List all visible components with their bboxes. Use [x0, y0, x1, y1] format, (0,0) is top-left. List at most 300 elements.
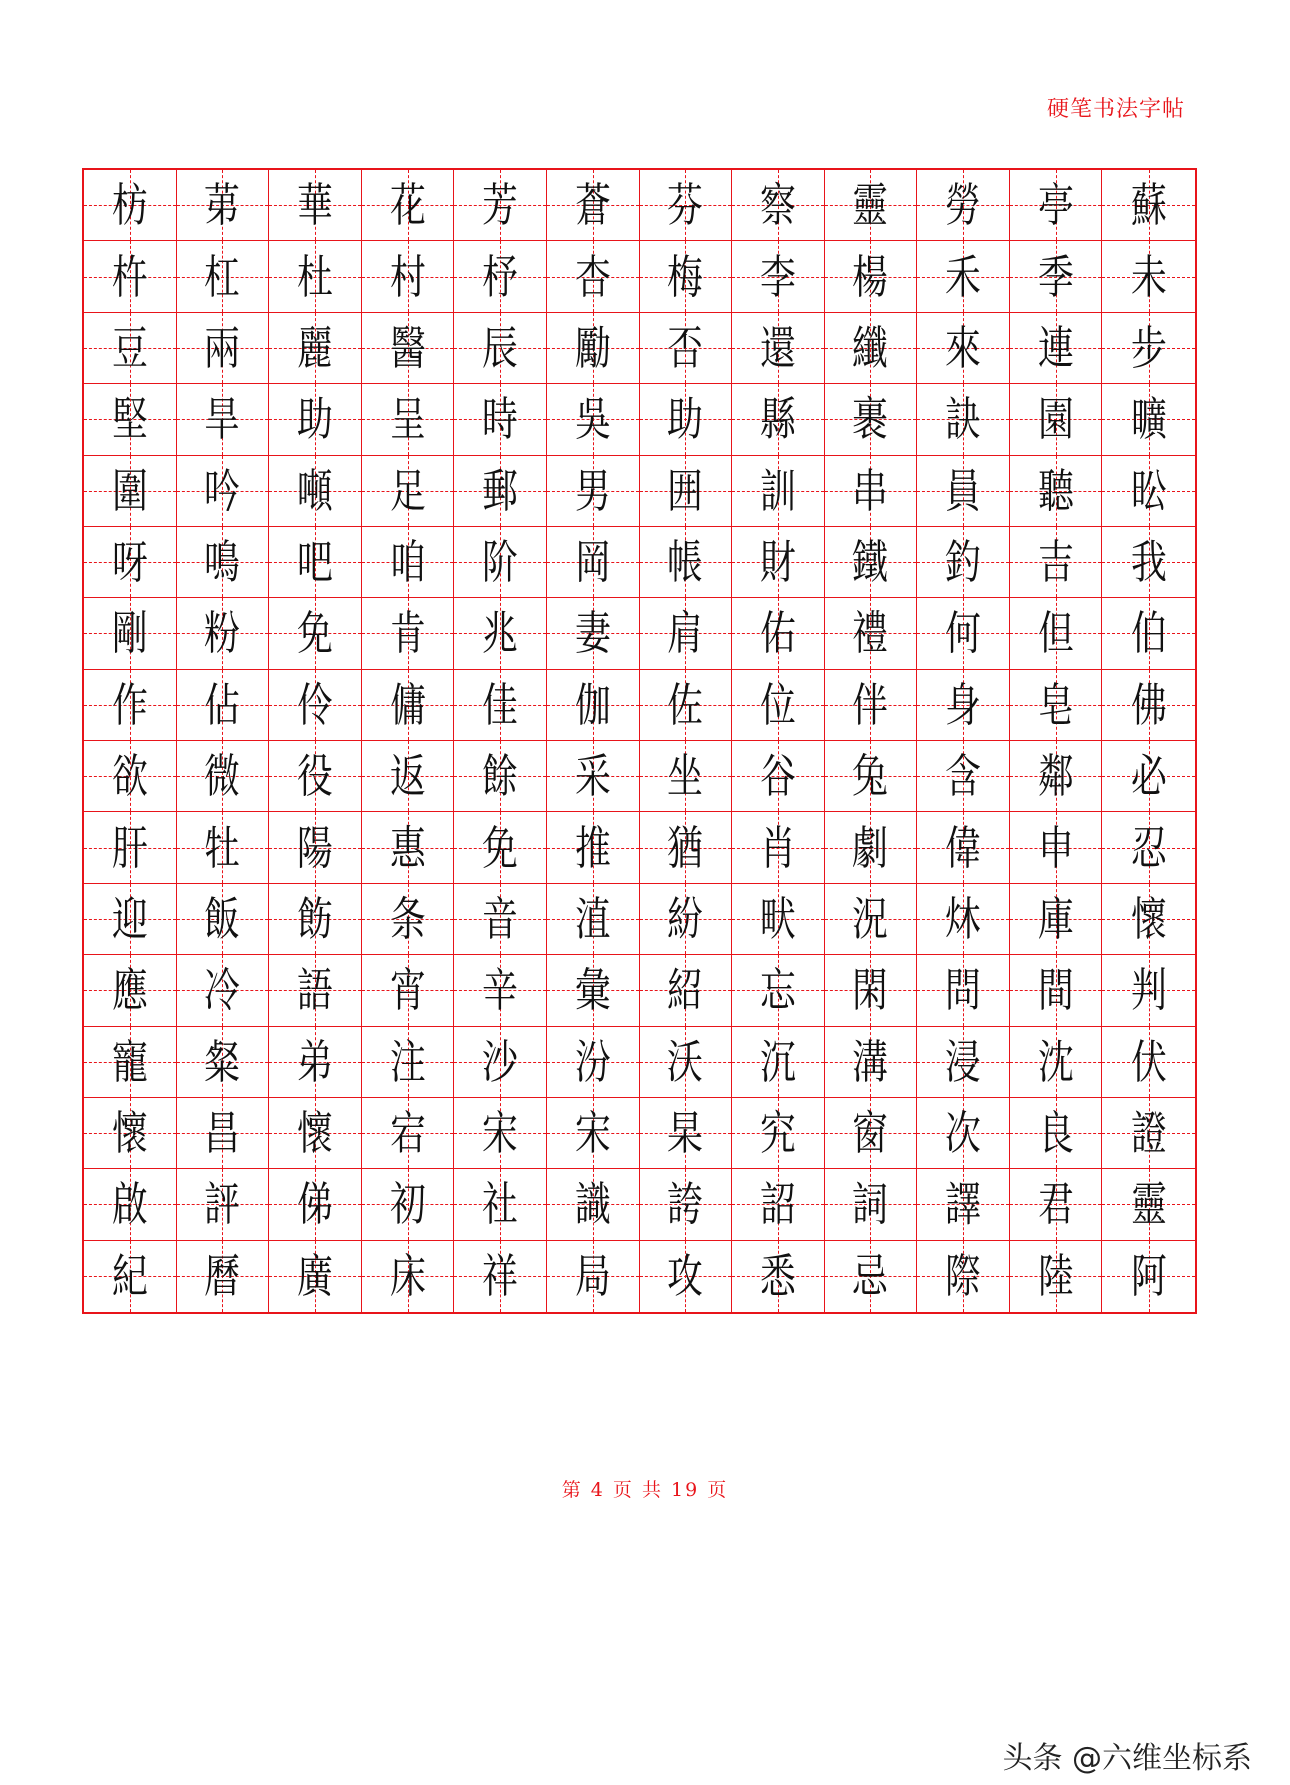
grid-cell [454, 741, 547, 812]
grid-cell [917, 384, 1010, 455]
grid-cell [547, 527, 640, 598]
seal-character: 阶 [482, 535, 519, 590]
grid-cell [547, 456, 640, 527]
seal-character: 次 [945, 1106, 981, 1161]
grid-cell [732, 1098, 825, 1169]
seal-character: 訓 [759, 463, 796, 518]
seal-character: 猶 [667, 820, 704, 875]
grid-cell [732, 170, 825, 241]
seal-character: 閑 [852, 963, 889, 1018]
seal-character: 時 [482, 392, 519, 447]
seal-character: 作 [111, 677, 148, 732]
seal-character: 鳴 [204, 535, 241, 590]
grid-cell [454, 241, 547, 312]
seal-character: 聽 [1037, 463, 1074, 518]
grid-cell [917, 313, 1010, 384]
grid-cell [547, 1027, 640, 1098]
seal-character: 冷 [204, 963, 241, 1018]
seal-character: 欲 [111, 749, 148, 804]
seal-character: 肖 [759, 820, 796, 875]
seal-character: 庫 [1037, 891, 1074, 946]
seal-character: 連 [1037, 320, 1074, 375]
seal-character: 芬 [667, 178, 704, 233]
seal-character: 社 [482, 1177, 519, 1232]
grid-cell [362, 1169, 455, 1240]
grid-cell [547, 670, 640, 741]
grid-cell [177, 598, 270, 669]
grid-cell [917, 884, 1010, 955]
seal-character: 迎 [111, 891, 148, 946]
grid-cell [177, 884, 270, 955]
seal-character: 佐 [667, 677, 704, 732]
seal-character: 際 [945, 1249, 981, 1304]
seal-character: 華 [297, 178, 333, 233]
grid-cell [177, 1098, 270, 1169]
grid-cell [84, 670, 177, 741]
grid-cell [1102, 241, 1195, 312]
seal-character: 位 [759, 677, 796, 732]
grid-cell [917, 955, 1010, 1026]
seal-character: 沙 [482, 1034, 519, 1089]
grid-cell [547, 170, 640, 241]
grid-cell [1102, 670, 1195, 741]
grid-cell [825, 1098, 918, 1169]
seal-character: 宵 [389, 963, 426, 1018]
grid-cell [640, 1241, 733, 1312]
grid-cell [1102, 384, 1195, 455]
grid-cell [177, 1027, 270, 1098]
seal-character: 吧 [297, 535, 333, 590]
grid-cell [732, 1241, 825, 1312]
seal-character: 剛 [111, 606, 148, 661]
grid-cell [177, 1169, 270, 1240]
grid-cell [84, 1098, 177, 1169]
grid-cell [1010, 741, 1103, 812]
grid-cell [1102, 955, 1195, 1026]
workbook-title: 硬笔书法字帖 [1046, 97, 1185, 122]
grid-cell [84, 955, 177, 1026]
grid-cell [547, 384, 640, 455]
seal-character: 炑 [945, 891, 981, 946]
seal-character: 昖 [1130, 463, 1167, 518]
grid-cell [362, 598, 455, 669]
seal-character: 旱 [204, 392, 241, 447]
seal-character: 佔 [204, 677, 241, 732]
grid-cell [1010, 670, 1103, 741]
grid-cell [269, 670, 362, 741]
grid-cell [917, 456, 1010, 527]
seal-character: 谷 [759, 749, 796, 804]
seal-character: 佑 [759, 606, 796, 661]
seal-character: 浸 [945, 1034, 981, 1089]
grid-cell [732, 598, 825, 669]
seal-character: 鐵 [852, 535, 889, 590]
seal-character: 園 [1037, 392, 1074, 447]
seal-character: 誇 [667, 1177, 704, 1232]
seal-character: 粲 [204, 1034, 241, 1089]
grid-cell [917, 598, 1010, 669]
grid-cell [84, 384, 177, 455]
grid-cell [454, 670, 547, 741]
grid-cell [269, 384, 362, 455]
grid-cell [177, 456, 270, 527]
seal-character: 紀 [111, 1249, 148, 1304]
seal-character: 譯 [945, 1177, 981, 1232]
grid-cell [825, 456, 918, 527]
grid-cell [269, 456, 362, 527]
seal-character: 豆 [111, 320, 148, 375]
grid-cell [177, 527, 270, 598]
seal-character: 昌 [204, 1106, 241, 1161]
tianzige-practice-grid [82, 168, 1197, 1314]
seal-character: 惠 [389, 820, 426, 875]
grid-cell [362, 955, 455, 1026]
grid-cell [640, 741, 733, 812]
seal-character: 采 [574, 749, 611, 804]
seal-character: 沈 [1037, 1034, 1074, 1089]
grid-cell [732, 1169, 825, 1240]
seal-character: 溝 [852, 1034, 889, 1089]
grid-cell [84, 313, 177, 384]
seal-character: 粉 [204, 606, 241, 661]
seal-character: 問 [945, 963, 981, 1018]
grid-cell [362, 1241, 455, 1312]
grid-cell [825, 741, 918, 812]
seal-character: 梅 [667, 249, 704, 304]
grid-cell [547, 955, 640, 1026]
grid-cell [1010, 812, 1103, 883]
grid-cell [825, 598, 918, 669]
grid-cell [269, 884, 362, 955]
grid-cell [362, 527, 455, 598]
seal-character: 詔 [759, 1177, 796, 1232]
grid-cell [825, 884, 918, 955]
grid-cell [825, 812, 918, 883]
seal-character: 未 [1130, 249, 1167, 304]
grid-cell [269, 1241, 362, 1312]
grid-cell [1102, 598, 1195, 669]
grid-cell [640, 884, 733, 955]
grid-cell [177, 1241, 270, 1312]
grid-cell [825, 1241, 918, 1312]
seal-character: 杜 [297, 249, 333, 304]
seal-character: 廣 [297, 1249, 333, 1304]
seal-character: 牡 [204, 820, 241, 875]
seal-character: 蒼 [574, 178, 611, 233]
seal-character: 員 [945, 463, 981, 518]
seal-character: 辛 [482, 963, 519, 1018]
grid-cell [1102, 527, 1195, 598]
seal-character: 纖 [852, 320, 889, 375]
seal-character: 咱 [389, 535, 426, 590]
seal-character: 俤 [297, 1177, 333, 1232]
seal-character: 傭 [389, 677, 426, 732]
grid-cell [825, 241, 918, 312]
seal-character: 飭 [297, 891, 333, 946]
seal-character: 淔 [574, 891, 611, 946]
grid-cell [640, 812, 733, 883]
grid-cell [362, 384, 455, 455]
seal-character: 床 [389, 1249, 426, 1304]
seal-character: 呈 [389, 392, 426, 447]
grid-cell [177, 313, 270, 384]
grid-cell [269, 313, 362, 384]
grid-cell [825, 1027, 918, 1098]
seal-character: 伽 [574, 677, 611, 732]
grid-cell [917, 241, 1010, 312]
grid-cell [640, 241, 733, 312]
seal-character: 我 [1130, 535, 1167, 590]
seal-character: 還 [759, 320, 796, 375]
seal-character: 注 [389, 1034, 426, 1089]
grid-cell [269, 741, 362, 812]
grid-cell [454, 313, 547, 384]
grid-cell [177, 812, 270, 883]
seal-character: 懷 [297, 1106, 333, 1161]
grid-cell [917, 1169, 1010, 1240]
grid-cell [362, 1098, 455, 1169]
seal-character: 含 [945, 749, 981, 804]
source-watermark: 头条 @六维坐标系 [1002, 1741, 1252, 1776]
seal-character: 陽 [297, 820, 333, 875]
seal-character: 辰 [482, 320, 519, 375]
seal-character: 肩 [667, 606, 704, 661]
seal-character: 靈 [852, 178, 889, 233]
seal-character: 妻 [574, 606, 611, 661]
grid-cell [917, 170, 1010, 241]
seal-character: 啟 [111, 1177, 148, 1232]
seal-character: 財 [759, 535, 796, 590]
seal-character: 噸 [297, 463, 333, 518]
grid-cell [1010, 313, 1103, 384]
grid-cell [362, 313, 455, 384]
grid-cell [269, 1027, 362, 1098]
grid-cell [640, 1098, 733, 1169]
seal-character: 君 [1037, 1177, 1074, 1232]
seal-character: 堅 [111, 392, 148, 447]
seal-character: 縣 [759, 392, 796, 447]
seal-character: 局 [574, 1249, 611, 1304]
seal-character: 音 [482, 891, 519, 946]
seal-character: 餘 [482, 749, 519, 804]
seal-character: 判 [1130, 963, 1167, 1018]
seal-character: 佳 [482, 677, 519, 732]
grid-cell [84, 1169, 177, 1240]
seal-character: 宕 [389, 1106, 426, 1161]
grid-cell [454, 812, 547, 883]
grid-cell [547, 812, 640, 883]
grid-cell [362, 241, 455, 312]
grid-cell [269, 955, 362, 1026]
grid-cell [732, 884, 825, 955]
grid-cell [547, 1241, 640, 1312]
grid-cell [177, 170, 270, 241]
seal-character: 呀 [111, 535, 148, 590]
seal-character: 否 [667, 320, 704, 375]
seal-character: 役 [297, 749, 333, 804]
seal-character: 紹 [667, 963, 704, 1018]
seal-character: 忌 [852, 1249, 889, 1304]
seal-character: 靈 [1130, 1177, 1167, 1232]
seal-character: 攻 [667, 1249, 704, 1304]
seal-character: 沃 [667, 1034, 704, 1089]
seal-character: 裹 [852, 392, 889, 447]
seal-character: 吉 [1037, 535, 1074, 590]
grid-cell [1010, 1027, 1103, 1098]
grid-cell [825, 170, 918, 241]
grid-cell [454, 1169, 547, 1240]
seal-character: 但 [1037, 606, 1074, 661]
grid-cell [640, 1027, 733, 1098]
grid-cell [177, 384, 270, 455]
seal-character: 蘇 [1130, 178, 1167, 233]
seal-character: 返 [389, 749, 426, 804]
seal-character: 伶 [297, 677, 333, 732]
seal-character: 岡 [574, 535, 611, 590]
grid-cell [454, 955, 547, 1026]
grid-cell [640, 456, 733, 527]
seal-character: 季 [1037, 249, 1074, 304]
grid-cell [362, 170, 455, 241]
seal-character: 杵 [111, 249, 148, 304]
seal-character: 禾 [945, 249, 981, 304]
grid-cell [362, 884, 455, 955]
seal-character: 何 [945, 606, 981, 661]
seal-character: 助 [297, 392, 333, 447]
grid-cell [269, 527, 362, 598]
grid-cell [84, 884, 177, 955]
grid-cell [917, 1027, 1010, 1098]
grid-cell [732, 384, 825, 455]
grid-cell [1102, 812, 1195, 883]
grid-cell [1010, 955, 1103, 1026]
grid-cell [825, 955, 918, 1026]
grid-cell [547, 313, 640, 384]
seal-character: 坐 [667, 749, 704, 804]
seal-character: 忘 [759, 963, 796, 1018]
seal-character: 兩 [204, 320, 241, 375]
grid-cell [362, 670, 455, 741]
seal-character: 李 [759, 249, 796, 304]
seal-character: 懷 [111, 1106, 148, 1161]
grid-cell [454, 527, 547, 598]
grid-cell [177, 741, 270, 812]
grid-cell [917, 741, 1010, 812]
grid-cell [732, 670, 825, 741]
seal-character: 足 [389, 463, 426, 518]
seal-character: 究 [759, 1106, 796, 1161]
seal-character: 詞 [852, 1177, 889, 1232]
grid-cell [1102, 456, 1195, 527]
seal-character: 男 [574, 463, 611, 518]
seal-character: 窗 [852, 1106, 889, 1161]
grid-cell [1010, 527, 1103, 598]
grid-cell [177, 670, 270, 741]
grid-cell [454, 598, 547, 669]
grid-cell [917, 1098, 1010, 1169]
grid-cell [732, 812, 825, 883]
grid-cell [177, 241, 270, 312]
seal-character: 間 [1037, 963, 1074, 1018]
seal-character: 亭 [1037, 178, 1074, 233]
seal-character: 囲 [667, 463, 704, 518]
seal-character: 芳 [482, 178, 519, 233]
seal-character: 肝 [111, 820, 148, 875]
grid-cell [917, 527, 1010, 598]
grid-cell [84, 170, 177, 241]
grid-cell [640, 1169, 733, 1240]
grid-cell [732, 313, 825, 384]
grid-cell [640, 527, 733, 598]
grid-cell [547, 741, 640, 812]
grid-cell [84, 527, 177, 598]
seal-character: 肯 [389, 606, 426, 661]
grid-cell [269, 241, 362, 312]
seal-character: 曠 [1130, 392, 1167, 447]
page-number: 第 4 页 共 19 页 [561, 1479, 729, 1501]
seal-character: 評 [204, 1177, 241, 1232]
seal-character: 伏 [1130, 1034, 1167, 1089]
seal-character: 阿 [1130, 1249, 1167, 1304]
seal-character: 初 [389, 1177, 426, 1232]
seal-character: 況 [852, 891, 889, 946]
grid-cell [269, 1169, 362, 1240]
grid-cell [269, 1098, 362, 1169]
seal-character: 杏 [574, 249, 611, 304]
seal-character: 畎 [759, 891, 796, 946]
seal-character: 串 [852, 463, 889, 518]
seal-character: 語 [297, 963, 333, 1018]
seal-character: 陸 [1037, 1249, 1074, 1304]
grid-cell [1010, 170, 1103, 241]
seal-character: 枋 [111, 178, 148, 233]
grid-cell [84, 598, 177, 669]
grid-cell [1010, 241, 1103, 312]
seal-character: 条 [389, 891, 426, 946]
seal-character: 勞 [945, 178, 981, 233]
grid-cell [917, 812, 1010, 883]
seal-character: 微 [204, 749, 241, 804]
grid-cell [1102, 884, 1195, 955]
seal-character: 助 [667, 392, 704, 447]
grid-cell [84, 1241, 177, 1312]
seal-character: 飯 [204, 891, 241, 946]
seal-character: 醫 [389, 320, 426, 375]
grid-cell [1102, 1241, 1195, 1312]
grid-cell [269, 170, 362, 241]
seal-character: 苐 [204, 178, 241, 233]
grid-cell [732, 456, 825, 527]
grid-cell [917, 670, 1010, 741]
seal-character: 伯 [1130, 606, 1167, 661]
seal-character: 宋 [482, 1106, 519, 1161]
seal-character: 皂 [1037, 677, 1074, 732]
grid-cell [825, 313, 918, 384]
grid-cell [1102, 1027, 1195, 1098]
seal-character: 禮 [852, 606, 889, 661]
grid-cell [732, 955, 825, 1026]
seal-character: 佛 [1130, 677, 1167, 732]
seal-character: 證 [1130, 1106, 1167, 1161]
grid-cell [547, 1169, 640, 1240]
seal-character: 村 [389, 249, 426, 304]
seal-character: 兆 [482, 606, 519, 661]
grid-cell [454, 456, 547, 527]
seal-character: 身 [945, 677, 981, 732]
grid-cell [362, 741, 455, 812]
grid-cell [1102, 170, 1195, 241]
seal-character: 弟 [297, 1034, 333, 1089]
